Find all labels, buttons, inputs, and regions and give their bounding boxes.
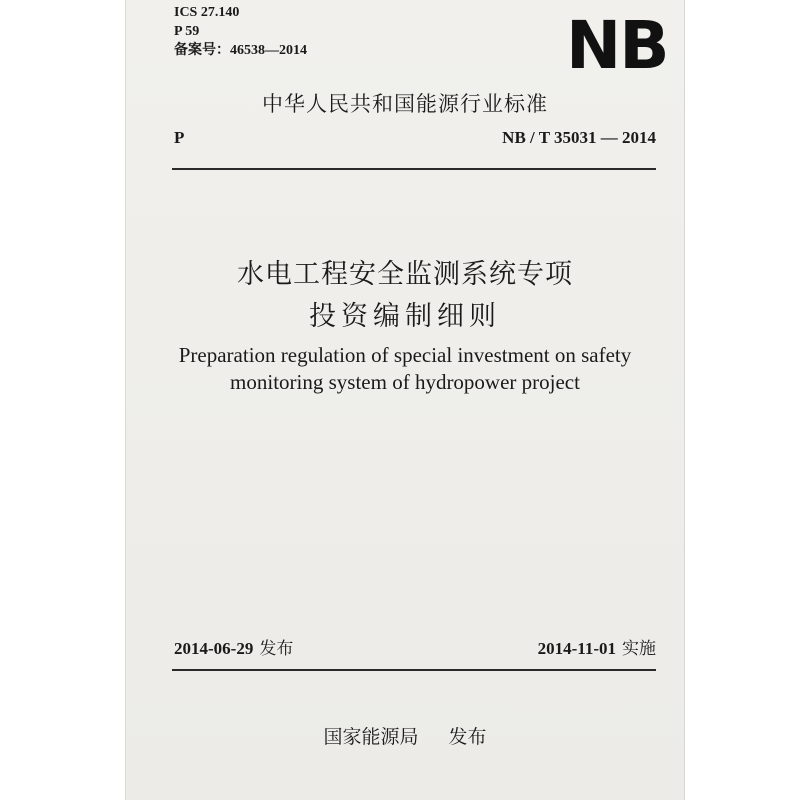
english-title-line-2: monitoring system of hydropower project: [230, 370, 580, 394]
chinese-title-line-2: 投资编制细则: [309, 301, 501, 332]
nb-logo: NB: [566, 7, 668, 84]
ics-code: ICS 27.140: [174, 5, 240, 20]
implementation-date-block: [538, 634, 656, 659]
standard-number: NB / T 35031 — 2014: [502, 128, 656, 147]
implementation-label: 实施: [622, 639, 656, 659]
bottom-divider: [172, 669, 656, 671]
publisher-authority: 国家能源局: [323, 726, 419, 748]
publisher-action: 发布: [448, 726, 487, 748]
issue-label: 发布: [259, 639, 294, 659]
issue-date-block: [174, 634, 293, 659]
category-letter: P: [174, 128, 185, 147]
chinese-title-line-1: 水电工程安全监测系统专项: [237, 259, 573, 290]
english-title-line-1: Preparation regulation of special investment on safety: [178, 343, 632, 367]
implementation-date: 2014-11-01: [537, 639, 616, 658]
category-code: P 59: [174, 24, 200, 39]
record-number: 备案号：46538—2014: [174, 43, 307, 58]
publisher-line: [126, 722, 684, 749]
standard-cover: [126, 0, 684, 800]
issue-date: 2014-06-29: [174, 639, 254, 658]
industry-standard-heading: 中华人民共和国能源行业标准: [262, 92, 548, 116]
top-divider: [172, 168, 656, 170]
